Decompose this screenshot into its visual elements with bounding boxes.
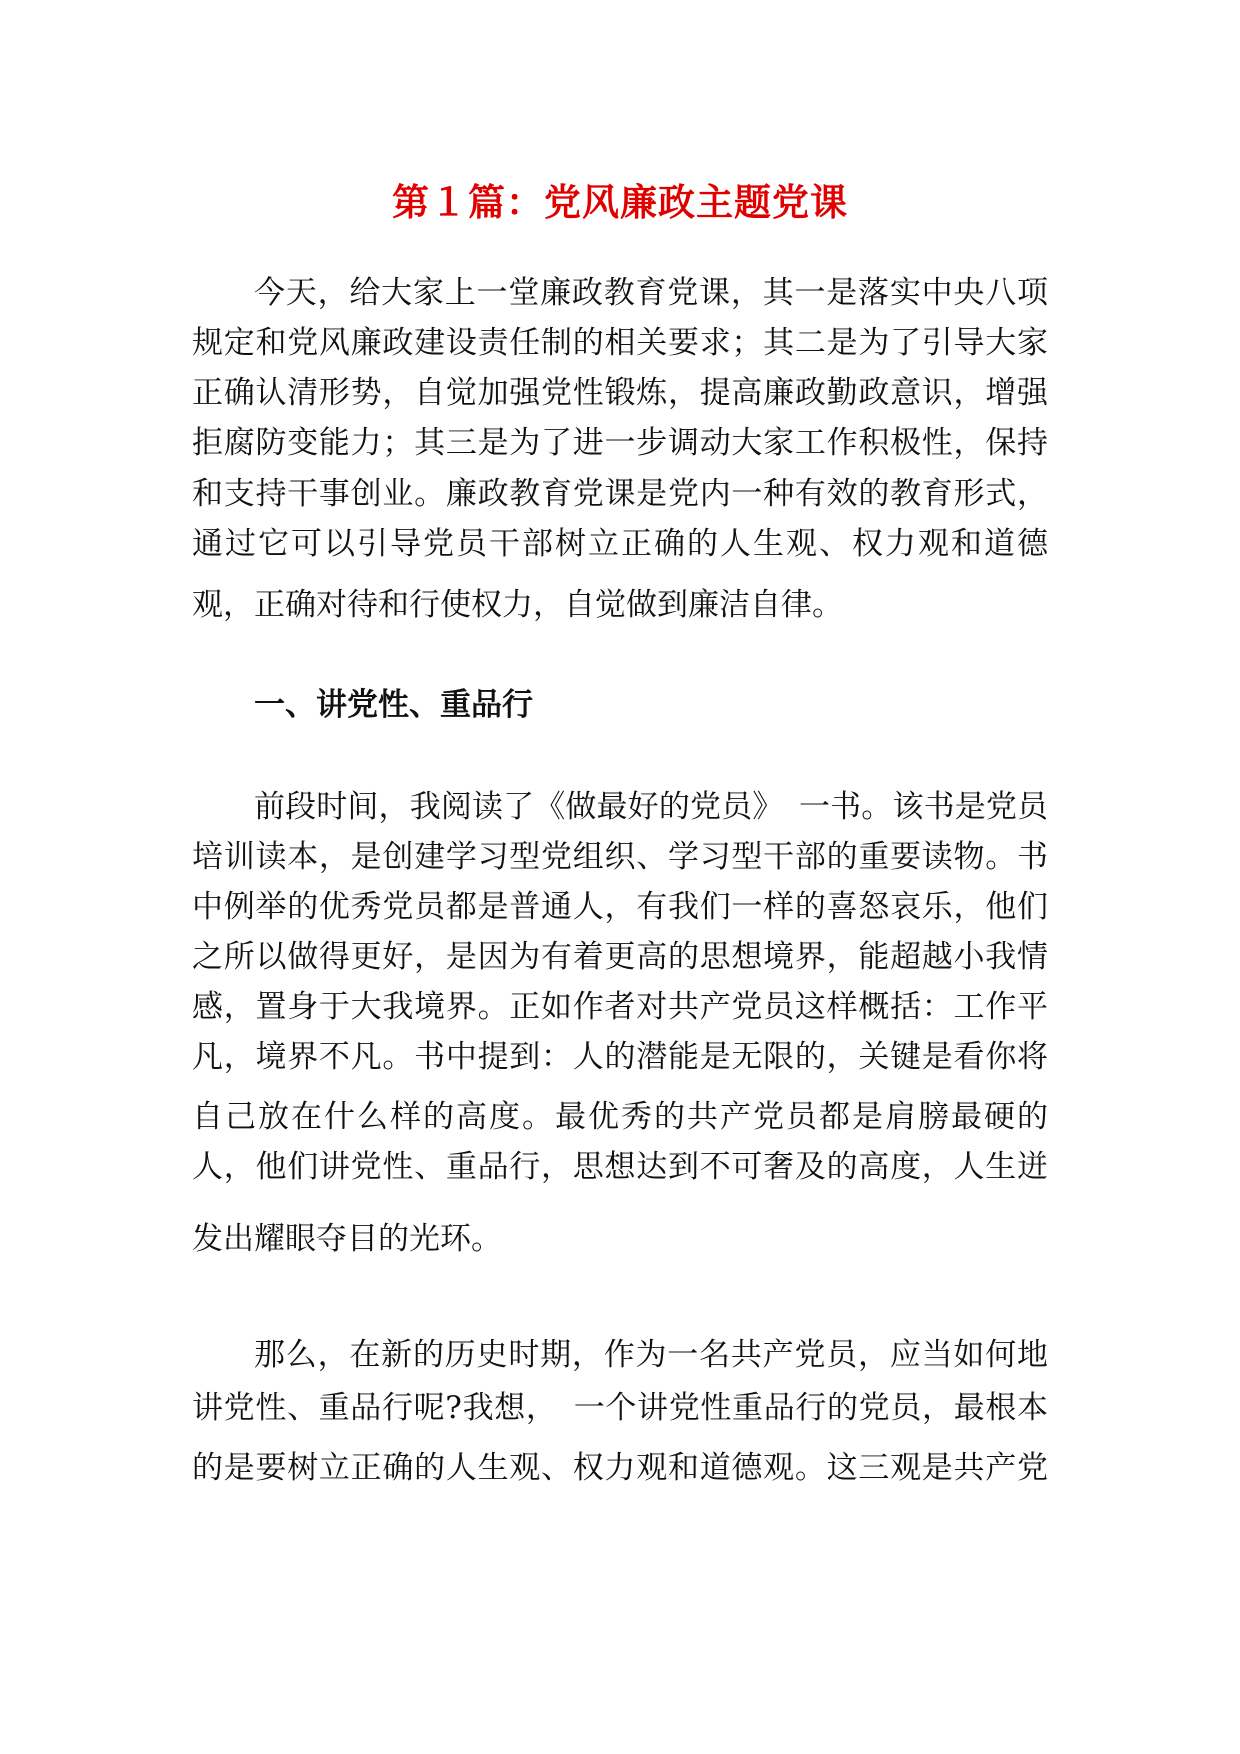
paragraph-2-line-3: 中例举的优秀党员都是普通人，有我们一样的喜怒哀乐，他们 — [192, 889, 1048, 925]
paragraph-3-line-3: 的是要树立正确的人生观、权力观和道德观。这三观是共产党 — [192, 1450, 1048, 1486]
paragraph-2-line-8: 人，他们讲党性、重品行，思想达到不可奢及的高度，人生迸 — [192, 1149, 1048, 1185]
paragraph-2-line-9: 发出耀眼夺目的光环。 — [192, 1221, 502, 1257]
paragraph-2-line-4: 之所以做得更好，是因为有着更高的思想境界，能超越小我情 — [192, 939, 1048, 975]
paragraph-2-line-5: 感，置身于大我境界。正如作者对共产党员这样概括：工作平 — [192, 989, 1048, 1025]
paragraph-2-line-2: 培训读本，是创建学习型党组织、学习型干部的重要读物。书 — [192, 839, 1048, 875]
paragraph-3-line-1: 那么，在新的历史时期，作为一名共产党员，应当如何地 — [254, 1337, 1048, 1373]
paragraph-2-line-6: 凡，境界不凡。书中提到：人的潜能是无限的，关键是看你将 — [192, 1039, 1048, 1075]
paragraph-1-line-5: 和支持干事创业。廉政教育党课是党内一种有效的教育形式， — [192, 476, 1048, 512]
paragraph-1-line-2: 规定和党风廉政建设责任制的相关要求；其二是为了引导大家 — [192, 325, 1048, 361]
document-title: 第１篇：党风廉政主题党课 — [392, 181, 848, 224]
paragraph-1-line-1: 今天，给大家上一堂廉政教育党课，其一是落实中央八项 — [254, 275, 1048, 311]
paragraph-1-line-6: 通过它可以引导党员干部树立正确的人生观、权力观和道德 — [192, 526, 1048, 562]
paragraph-2-line-7: 自己放在什么样的高度。最优秀的共产党员都是肩膀最硬的 — [192, 1099, 1048, 1135]
paragraph-2-line-1: 前段时间，我阅读了《做最好的党员》 一书。该书是党员 — [254, 789, 1048, 825]
paragraph-1-line-7: 观，正确对待和行使权力，自觉做到廉洁自律。 — [192, 587, 843, 623]
paragraph-1-line-4: 拒腐防变能力；其三是为了进一步调动大家工作积极性，保持 — [192, 425, 1048, 461]
section-heading-1: 一、讲党性、重品行 — [254, 687, 533, 723]
paragraph-3-line-2: 讲党性、重品行呢?我想， 一个讲党性重品行的党员，最根本 — [192, 1390, 1048, 1426]
paragraph-1-line-3: 正确认清形势，自觉加强党性锻炼，提高廉政勤政意识，增强 — [192, 375, 1048, 411]
